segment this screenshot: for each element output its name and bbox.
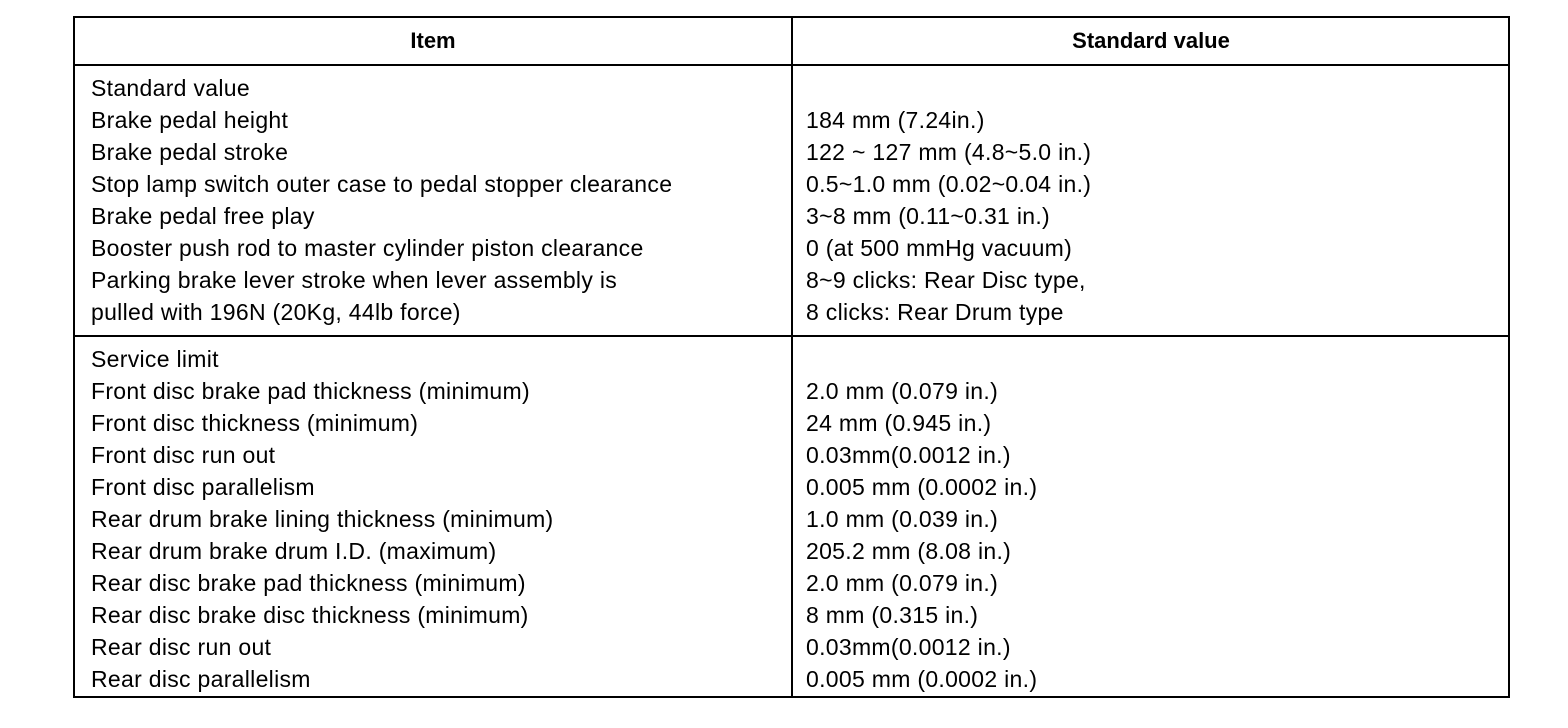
item-label: Brake pedal stroke [91, 139, 289, 165]
item-value [806, 343, 1037, 375]
item-value: 8 mm (0.315 in.) [806, 602, 979, 628]
item-value: 0.5~1.0 mm (0.02~0.04 in.) [806, 171, 1092, 197]
item-label: Rear disc parallelism [91, 666, 311, 692]
item-label: Rear disc run out [91, 634, 272, 660]
item-label: Rear disc brake disc thickness (minimum) [91, 602, 529, 628]
item-value: 0 (at 500 mmHg vacuum) [806, 235, 1073, 261]
item-value: 0.03mm(0.0012 in.) [806, 634, 1011, 660]
item-label: Brake pedal height [91, 107, 289, 133]
header-divider [75, 64, 1508, 66]
item-value: 205.2 mm (8.08 in.) [806, 538, 1012, 564]
item-label: Front disc thickness (minimum) [91, 410, 419, 436]
item-value: 184 mm (7.24in.) [806, 107, 985, 133]
item-value: 0.03mm(0.0012 in.) [806, 442, 1011, 468]
item-label: Rear drum brake drum I.D. (maximum) [91, 538, 497, 564]
item-label: Rear disc brake pad thickness (minimum) [91, 570, 526, 596]
item-value: 24 mm (0.945 in.) [806, 410, 992, 436]
item-label: Stop lamp switch outer case to pedal stopper clearance [91, 171, 673, 197]
service-limit-values [806, 343, 1037, 695]
item-value: 0.005 mm (0.0002 in.) [806, 666, 1038, 692]
item-value: 0.005 mm (0.0002 in.) [806, 474, 1038, 500]
item-label: pulled with 196N (20Kg, 44lb force) [91, 299, 461, 325]
column-divider [791, 18, 793, 696]
header-item: Item [410, 28, 456, 53]
item-label: Front disc run out [91, 442, 276, 468]
item-label: Front disc parallelism [91, 474, 315, 500]
item-value: 2.0 mm (0.079 in.) [806, 378, 999, 404]
section-title-standard-value: Standard value [91, 75, 250, 101]
item-value: 1.0 mm (0.039 in.) [806, 506, 999, 532]
service-limit-items [91, 343, 554, 695]
section-divider [75, 335, 1508, 337]
standard-value-items [91, 72, 672, 328]
item-label: Front disc brake pad thickness (minimum) [91, 378, 530, 404]
item-label: Rear drum brake lining thickness (minimum) [91, 506, 554, 532]
item-value [806, 72, 1091, 104]
header-standard-value: Standard value [1072, 28, 1230, 53]
standard-value-values [806, 72, 1091, 328]
item-value: 8~9 clicks: Rear Disc type, [806, 267, 1086, 293]
item-label: Booster push rod to master cylinder piston clearance [91, 235, 644, 261]
item-value: 3~8 mm (0.11~0.31 in.) [806, 203, 1050, 229]
item-value: 122 ~ 127 mm (4.8~5.0 in.) [806, 139, 1092, 165]
item-value: 2.0 mm (0.079 in.) [806, 570, 999, 596]
item-label: Parking brake lever stroke when lever assembly is [91, 267, 618, 293]
spec-table [73, 16, 1510, 698]
item-value: 8 clicks: Rear Drum type [806, 299, 1064, 325]
section-title-service-limit: Service limit [91, 346, 219, 372]
item-label: Brake pedal free play [91, 203, 315, 229]
